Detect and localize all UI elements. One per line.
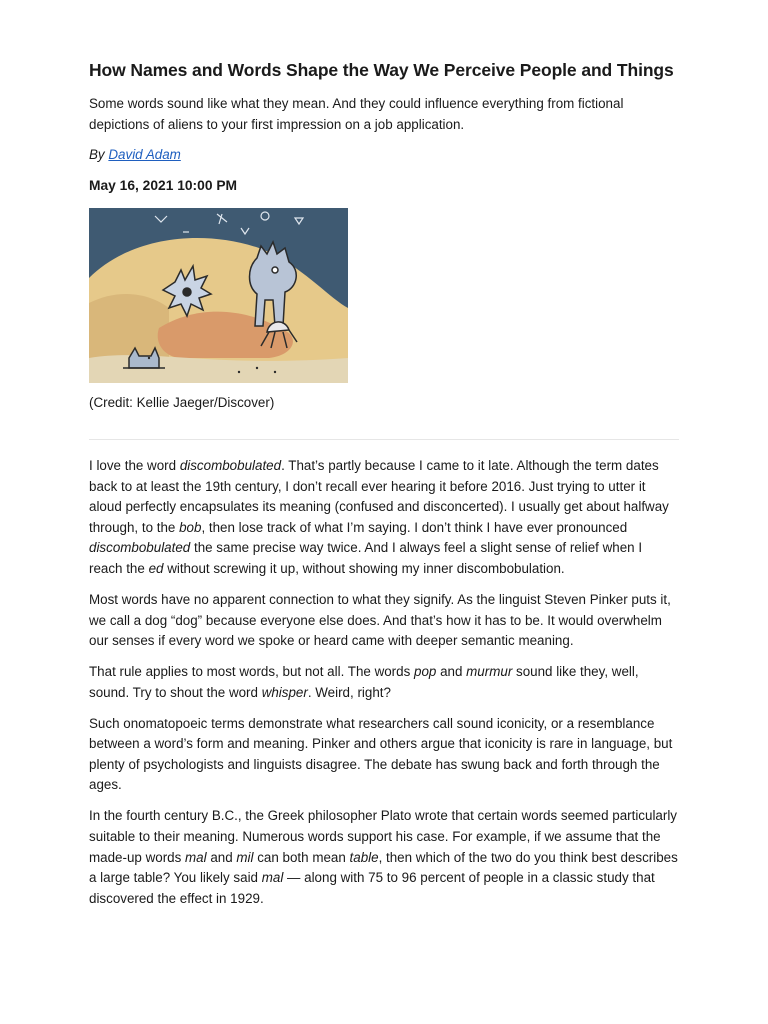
emphasis-text: pop <box>414 664 437 680</box>
emphasis-text: table <box>349 849 379 865</box>
text-run: That rule applies to most words, but not all. The words <box>89 664 415 680</box>
author-link[interactable]: David Adam <box>108 147 181 163</box>
text-run: — along with 75 to 96 percent of people in a classic study that discovered the effect in 1929. <box>89 870 655 906</box>
article-body <box>89 456 679 909</box>
emphasis-text: murmur <box>466 664 513 680</box>
text-run: , then lose track of what I’m saying. I don’t think I have ever pronounced <box>201 519 628 535</box>
image-credit: (Credit: Kellie Jaeger/Discover) <box>89 395 275 411</box>
text-run: , then which of the two do you think best describes a large table? You likely said <box>89 849 678 886</box>
hero-illustration <box>89 208 348 383</box>
paragraph <box>89 456 679 580</box>
emphasis-text: mal <box>185 849 207 865</box>
emphasis-text: whisper <box>261 684 308 700</box>
byline-prefix: By <box>89 147 105 163</box>
emphasis-text: ed <box>148 560 164 576</box>
text-run: sound like they, well, sound. Try to shout the word <box>89 664 639 700</box>
emphasis-text: mil <box>236 849 254 865</box>
article <box>89 56 679 920</box>
paragraph <box>89 590 679 652</box>
article-title: How Names and Words Shape the Way We Perceive People and Things <box>89 60 674 80</box>
publish-date: May 16, 2021 10:00 PM <box>89 177 238 193</box>
byline <box>89 145 679 166</box>
text-run: and <box>206 849 237 865</box>
emphasis-text: bob <box>179 519 202 535</box>
text-run: I love the word <box>89 457 180 473</box>
text-run: the same precise way twice. And I always feel a slight sense of relief when I reach the <box>89 540 643 576</box>
text-run: without screwing it up, without showing my inner discombobulation. <box>163 560 565 576</box>
text-run: . That’s partly because I came to it late. Although the term dates back to at least the 19th century, I don’t recall ever hearing it before 2016. Just trying to utter it aloud perfectly encapsulates its meaning (confused and disconcerted). I usually get about halfway through, to the <box>89 457 669 535</box>
paragraph <box>89 662 679 703</box>
emphasis-text: mal <box>261 870 284 886</box>
emphasis-text: discombobulated <box>89 540 191 556</box>
emphasis-text: discombobulated <box>179 457 282 473</box>
text-run: . Weird, right? <box>307 684 391 700</box>
paragraph <box>89 806 679 909</box>
text-run: In the fourth century B.C., the Greek philosopher Plato wrote that certain words seemed particularly suitable to their meaning. Numerous words support his case. For example, if we assume that the made-up words <box>89 808 677 865</box>
text-run: Most words have no apparent connection to what they signify. As the linguist Steven Pinker puts it, we call a dog “dog” because everyone else does. And that’s how it has to be. It would overwhelm our senses if every word we spoke or heard came with deeper semantic meaning. <box>89 591 671 649</box>
article-subtitle: Some words sound like what they mean. And they could influence everything from fictional depictions of aliens to your first impression on a job application. <box>89 96 624 132</box>
text-run: Such onomatopoeic terms demonstrate what researchers call sound iconicity, or a resemblance between a word’s form and meaning. Pinker and others argue that iconicity is rare in language, but plenty of psychologists and linguists disagree. The debate has swung back and forth through the ages. <box>89 715 673 793</box>
paragraph <box>89 714 679 796</box>
text-run: can both mean <box>253 849 350 865</box>
divider <box>89 439 679 440</box>
text-run: and <box>436 664 467 680</box>
